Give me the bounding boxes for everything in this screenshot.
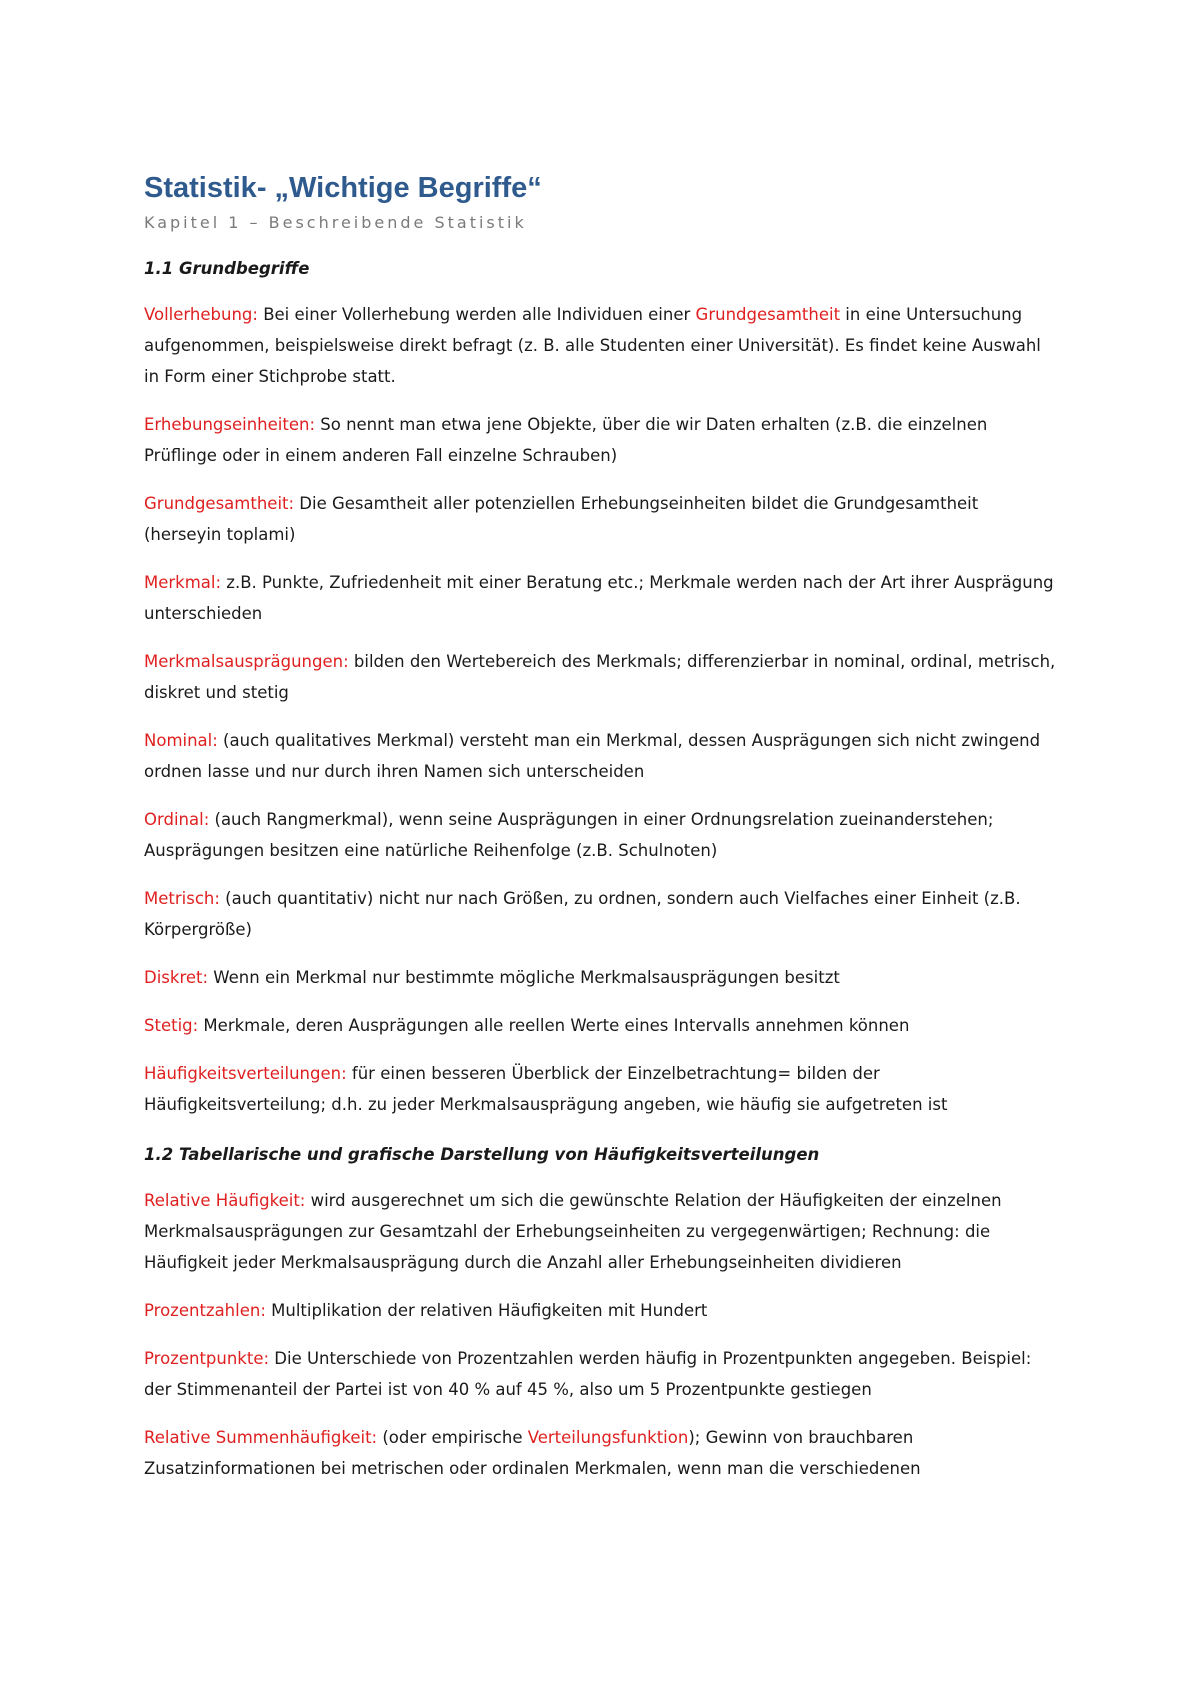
definition-text: Multiplikation der relativen Häufigkeiten mit Hundert — [265, 1301, 708, 1320]
entry-merkmalsauspraegungen — [144, 646, 1060, 708]
definition-text: Die Unterschiede von Prozentzahlen werden häufig in Prozentpunkten angegeben. Beispiel: der Stimmenanteil der Partei ist von 40 % auf 45 %, also um 5 Prozentpunkte gestiegen — [144, 1349, 1032, 1399]
document-title: Statistik- „Wichtige Begriffe“ — [144, 172, 542, 204]
term-label: Prozentzahlen: — [144, 1301, 266, 1320]
entry-erhebungseinheiten — [144, 409, 1060, 471]
term-label: Erhebungseinheiten: — [144, 415, 316, 434]
entry-relative-summenhaeufigkeit — [144, 1422, 1060, 1484]
definition-text: wird ausgerechnet um sich die gewünschte Relation der Häufigkeiten der einzelnen Merkmalsausprägungen zur Gesamtzahl der Erhebungseinheiten zu vergegenwärtigen; Rechnung: die Häufigkeit jeder Merkmalsausprägung durch die Anzahl aller Erhebungseinheiten dividieren — [144, 1191, 1002, 1272]
entry-prozentzahlen — [144, 1295, 1060, 1326]
term-label: Merkmalsausprägungen: — [144, 652, 349, 671]
entry-merkmal — [144, 567, 1060, 629]
term-label: Grundgesamtheit: — [144, 494, 295, 513]
term-label: Grundgesamtheit — [695, 305, 841, 324]
term-label: Relative Summenhäufigkeit: — [144, 1428, 378, 1447]
entry-ordinal — [144, 804, 1060, 866]
definition-text: Bei einer Vollerhebung werden alle Individuen einer — [257, 305, 696, 324]
definition-text: (auch quantitativ) nicht nur nach Größen, zu ordnen, sondern auch Vielfaches einer Einheit (z.B. Körpergröße) — [144, 889, 1021, 939]
term-label: Häufigkeitsverteilungen: — [144, 1064, 347, 1083]
document-subtitle: Kapitel 1 – Beschreibende Statistik — [144, 213, 527, 232]
term-label: Prozentpunkte: — [144, 1349, 270, 1368]
section-heading-darstellung: 1.2 Tabellarische und grafische Darstellung von Häufigkeitsverteilungen — [144, 1145, 820, 1164]
term-label: Stetig: — [144, 1016, 199, 1035]
definition-text: bilden den Wertebereich des Merkmals; differenzierbar in nominal, ordinal, metrisch, diskret und stetig — [144, 652, 1056, 702]
term-label: Ordinal: — [144, 810, 210, 829]
definition-text: z.B. Punkte, Zufriedenheit mit einer Beratung etc.; Merkmale werden nach der Art ihrer Ausprägung unterschieden — [144, 573, 1054, 623]
entry-vollerhebung — [144, 299, 1060, 392]
term-label: Relative Häufigkeit: — [144, 1191, 306, 1210]
definition-text: ); Gewinn von brauchbaren Zusatzinformationen bei metrischen oder ordinalen Merkmalen, wenn man die verschiedenen — [144, 1428, 921, 1478]
term-label: Metrisch: — [144, 889, 220, 908]
entry-nominal — [144, 725, 1060, 787]
term-label: Vollerhebung: — [144, 305, 258, 324]
term-label: Nominal: — [144, 731, 218, 750]
entry-metrisch — [144, 883, 1060, 945]
definition-text: für einen besseren Überblick der Einzelbetrachtung= bilden der Häufigkeitsverteilung; d.h. zu jeder Merkmalsausprägung angeben, wie häufig sie aufgetreten ist — [144, 1064, 948, 1114]
definition-text: So nennt man etwa jene Objekte, über die wir Daten erhalten (z.B. die einzelnen Prüflinge oder in einem anderen Fall einzelne Schrauben) — [144, 415, 988, 465]
entry-relative-haeufigkeit — [144, 1185, 1060, 1278]
definition-text: in eine Untersuchung aufgenommen, beispielsweise direkt befragt (z. B. alle Studenten einer Universität). Es findet keine Auswahl in Form einer Stichprobe statt. — [144, 305, 1041, 386]
entry-grundgesamtheit — [144, 488, 1060, 550]
definition-text: (auch qualitatives Merkmal) versteht man ein Merkmal, dessen Ausprägungen sich nicht zwingend ordnen lasse und nur durch ihren Namen sich unterscheiden — [144, 731, 1041, 781]
entry-prozentpunkte — [144, 1343, 1060, 1405]
term-label: Diskret: — [144, 968, 209, 987]
entry-haeufigkeitsverteilungen — [144, 1058, 1060, 1120]
definition-text: (oder empirische — [377, 1428, 528, 1447]
term-label: Verteilungsfunktion — [527, 1428, 689, 1447]
entry-stetig — [144, 1010, 1060, 1041]
definition-text: Wenn ein Merkmal nur bestimmte mögliche Merkmalsausprägungen besitzt — [208, 968, 840, 987]
term-label: Merkmal: — [144, 573, 222, 592]
definition-text: (auch Rangmerkmal), wenn seine Ausprägungen in einer Ordnungsrelation zueinanderstehen; Ausprägungen besitzen eine natürliche Reihenfolge (z.B. Schulnoten) — [144, 810, 994, 860]
definition-text: Merkmale, deren Ausprägungen alle reellen Werte eines Intervalls annehmen können — [198, 1016, 910, 1035]
entry-diskret — [144, 962, 1060, 993]
definition-text: Die Gesamtheit aller potenziellen Erhebungseinheiten bildet die Grundgesamtheit (herseyin toplami) — [144, 494, 979, 544]
section-heading-grundbegriffe: 1.1 Grundbegriffe — [144, 259, 310, 278]
